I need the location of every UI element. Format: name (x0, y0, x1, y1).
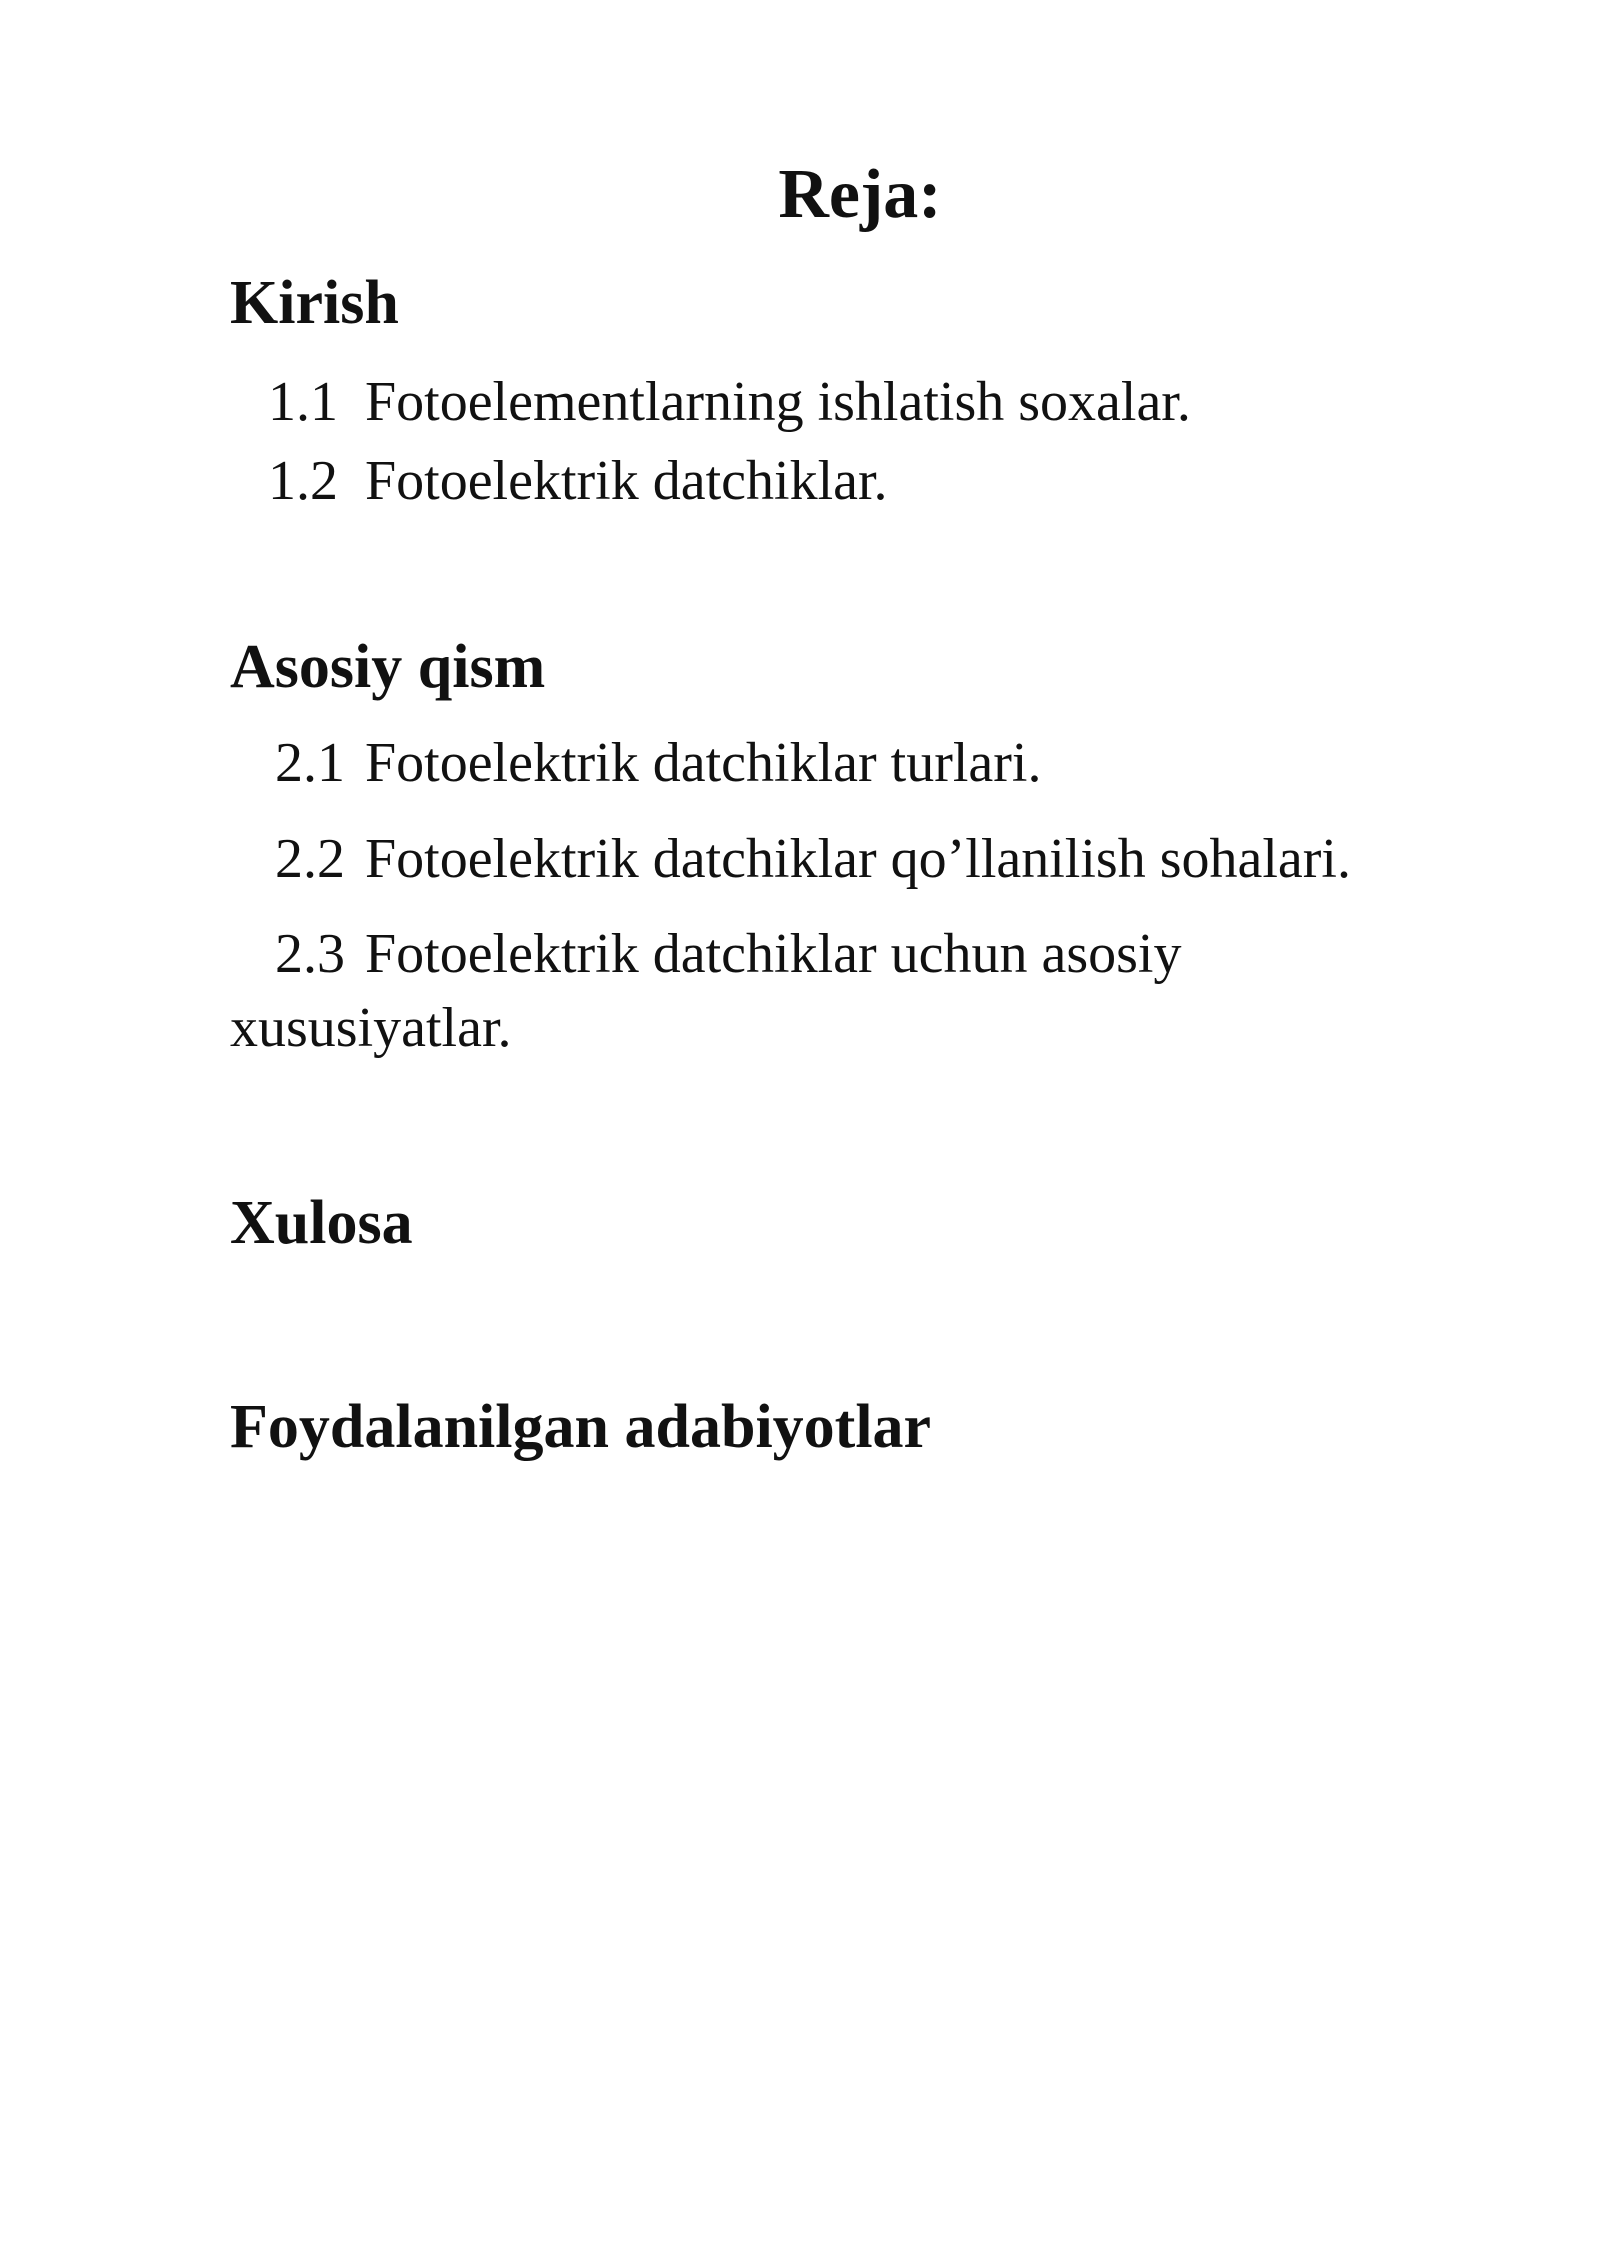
plan-item-1-1 (268, 371, 1191, 433)
section-heading-asosiy-qism: Asosiy qism (230, 633, 546, 701)
item-number: 2.3 (275, 923, 345, 985)
section-heading-kirish: Kirish (230, 269, 399, 337)
plan-item-2-3 (275, 923, 1182, 985)
plan-item-2-1 (275, 732, 1042, 794)
page-title: Reja: (778, 156, 942, 233)
section-heading-xulosa: Xulosa (230, 1189, 413, 1257)
item-number: 1.1 (268, 371, 338, 433)
item-text: Fotoelektrik datchiklar. (365, 450, 888, 512)
plan-item-2-3-continuation: xususiyatlar. (230, 997, 512, 1059)
item-text: Fotoelementlarning ishlatish soxalar. (365, 371, 1191, 433)
item-text: Fotoelektrik datchiklar qo’llanilish sohalari. (365, 828, 1351, 890)
item-text: Fotoelektrik datchiklar uchun asosiy (365, 923, 1182, 985)
item-number: 2.2 (275, 828, 345, 890)
plan-item-1-2 (268, 450, 888, 512)
item-text: Fotoelektrik datchiklar turlari. (365, 732, 1042, 794)
section-heading-foydalanilgan-adabiyotlar: Foydalanilgan adabiyotlar (230, 1393, 932, 1461)
plan-item-2-2 (275, 828, 1351, 890)
item-number: 1.2 (268, 450, 338, 512)
item-number: 2.1 (275, 732, 345, 794)
